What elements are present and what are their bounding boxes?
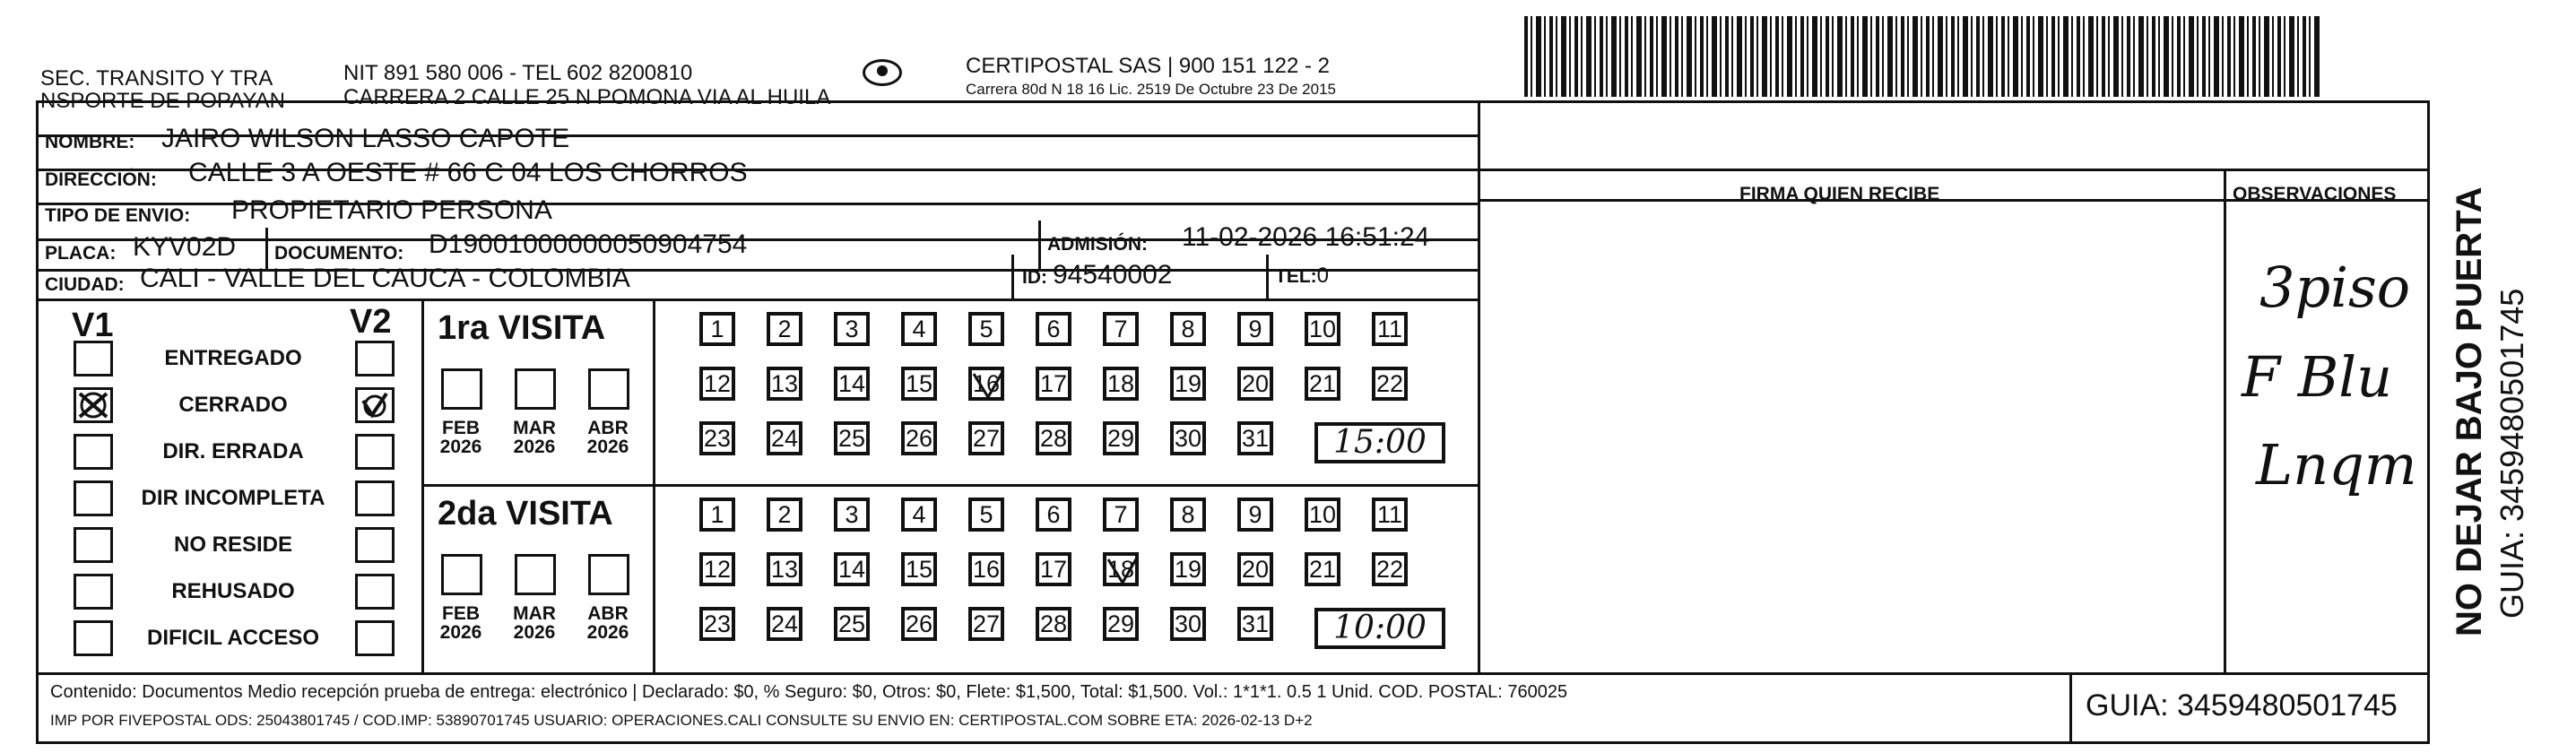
day-cell[interactable]: 16 xyxy=(968,552,1004,586)
nit-line: NIT 891 580 006 - TEL 602 8200810 xyxy=(343,61,693,85)
day-cell[interactable]: 7 xyxy=(1103,312,1139,346)
day-cell[interactable]: 21 xyxy=(1305,367,1340,401)
day-cell[interactable]: 5 xyxy=(968,498,1004,532)
day-cell[interactable]: 12 xyxy=(699,367,735,401)
placa-label: PLACA: xyxy=(45,243,117,264)
day-cell[interactable]: 13 xyxy=(767,367,802,401)
tipo-envio-value: PROPIETARIO PERSONA xyxy=(231,195,552,225)
footer-contenido: Contenido: Documentos Medio recepción prueba de entrega: electrónico | Declarado: $0, % Seguro: $0, Otros: $0, Flete: $1,500, Total: $1,500. Vol.: 1*1*1. 0.5 1 Unid. COD. POSTAL: 760025 xyxy=(50,682,1568,702)
day-cell[interactable]: 15 xyxy=(901,367,937,401)
day-cell[interactable]: 7 xyxy=(1103,498,1139,532)
status-label: ENTREGADO xyxy=(164,346,302,370)
day-cell[interactable]: 19 xyxy=(1170,552,1206,586)
address-line: CARRERA 2 CALLE 25 N POMONA VIA AL HUILA xyxy=(343,85,831,109)
visit-title: 2da VISITA xyxy=(438,495,613,532)
v1-checkbox[interactable] xyxy=(74,574,113,610)
day-cell[interactable]: 29 xyxy=(1103,421,1139,455)
day-cell[interactable]: 20 xyxy=(1237,367,1273,401)
day-cell[interactable]: 17 xyxy=(1036,367,1071,401)
day-cell[interactable]: 18 xyxy=(1103,552,1139,586)
day-cell[interactable]: 14 xyxy=(834,367,870,401)
day-cell[interactable]: 21 xyxy=(1305,552,1340,586)
v2-checkbox[interactable] xyxy=(355,527,395,563)
day-cell[interactable]: 22 xyxy=(1372,552,1408,586)
day-cell[interactable]: 23 xyxy=(699,607,735,641)
day-cell[interactable]: 25 xyxy=(834,607,870,641)
day-cell[interactable]: 18 xyxy=(1103,367,1139,401)
day-cell[interactable]: 3 xyxy=(834,498,870,532)
v2-checkbox[interactable] xyxy=(355,387,395,423)
day-cell[interactable]: 4 xyxy=(901,312,937,346)
month-label: MAR 2026 xyxy=(513,603,556,643)
ciudad-label: CIUDAD: xyxy=(45,274,125,295)
documento-value: D19001000000050904754 xyxy=(429,229,748,259)
day-cell[interactable]: 16 xyxy=(968,367,1004,401)
tel-field: TEL:0 xyxy=(1275,264,1330,288)
month-checkbox[interactable] xyxy=(441,368,482,410)
day-cell[interactable]: 14 xyxy=(834,552,870,586)
day-cell[interactable]: 30 xyxy=(1170,421,1206,455)
v2-label: V2 xyxy=(350,303,392,341)
v2-checkbox[interactable] xyxy=(355,620,395,656)
v1-checkbox[interactable] xyxy=(74,434,113,470)
handwritten-time-box: 15:00 xyxy=(1314,422,1445,463)
barcode xyxy=(1524,16,2320,97)
month-label: ABR 2026 xyxy=(586,418,629,457)
day-cell[interactable]: 11 xyxy=(1372,498,1408,532)
day-cell[interactable]: 6 xyxy=(1036,498,1071,532)
day-cell[interactable]: 15 xyxy=(901,552,937,586)
tipo-envio-label: TIPO DE ENVIO: xyxy=(45,205,191,226)
month-label: FEB 2026 xyxy=(439,603,482,643)
day-cell[interactable]: 20 xyxy=(1237,552,1273,586)
v2-checkbox[interactable] xyxy=(355,434,395,470)
day-cell[interactable]: 10 xyxy=(1305,312,1340,346)
day-cell[interactable]: 23 xyxy=(699,421,735,455)
month-label: MAR 2026 xyxy=(513,418,556,457)
mid-divider xyxy=(1478,100,1480,672)
day-cell[interactable]: 28 xyxy=(1036,607,1071,641)
v1-checkbox[interactable] xyxy=(74,387,113,423)
day-cell[interactable]: 25 xyxy=(834,421,870,455)
day-cell[interactable]: 8 xyxy=(1170,498,1206,532)
v1-checkbox[interactable] xyxy=(74,527,113,563)
id-field: ID: 94540002 xyxy=(1022,260,1173,290)
day-cell[interactable]: 1 xyxy=(699,312,735,346)
month-checkbox[interactable] xyxy=(441,554,482,595)
handwritten-time-box: 10:00 xyxy=(1314,608,1445,649)
day-cell[interactable]: 17 xyxy=(1036,552,1071,586)
day-cell[interactable]: 4 xyxy=(901,498,937,532)
handwritten-obs-1: 3piso xyxy=(2259,255,2411,320)
no-dejar-bajo-puerta: NO DEJAR BAJO PUERTA xyxy=(2450,186,2489,636)
day-cell[interactable]: 28 xyxy=(1036,421,1071,455)
month-checkbox[interactable] xyxy=(515,368,556,410)
day-cell[interactable]: 29 xyxy=(1103,607,1139,641)
day-cell[interactable]: 2 xyxy=(767,312,802,346)
nombre-label: NOMBRE: xyxy=(45,132,135,152)
status-label: DIFICIL ACCESO xyxy=(146,626,319,650)
footer-imp: IMP POR FIVEPOSTAL ODS: 25043801745 / COD.IMP: 53890701745 USUARIO: OPERACIONES.CALI CONSULTE SU ENVIO EN: CERTIPOSTAL.COM SOBRE ETA: 2026-02-13 D+2 xyxy=(50,712,1313,729)
day-cell[interactable]: 26 xyxy=(901,607,937,641)
direccion-value: CALLE 3 A OESTE # 66 C 04 LOS CHORROS xyxy=(188,158,748,187)
firma-label: FIRMA QUIEN RECIBE xyxy=(1739,184,1940,204)
month-label: ABR 2026 xyxy=(586,603,629,643)
visit-title: 1ra VISITA xyxy=(438,309,606,347)
day-cell[interactable]: 10 xyxy=(1305,498,1340,532)
status-label: DIR. ERRADA xyxy=(162,439,304,463)
day-cell[interactable]: 6 xyxy=(1036,312,1071,346)
day-cell[interactable]: 9 xyxy=(1237,312,1273,346)
month-label: FEB 2026 xyxy=(439,418,482,457)
day-cell[interactable]: 11 xyxy=(1372,312,1408,346)
v1-checkbox[interactable] xyxy=(74,620,113,656)
v2-checkbox[interactable] xyxy=(355,574,395,610)
sender-line2: NSPORTE DE POPAYAN xyxy=(40,89,285,113)
day-cell[interactable]: 3 xyxy=(834,312,870,346)
status-label: DIR INCOMPLETA xyxy=(141,486,325,510)
footer-guia-box: GUIA: 3459480501745 xyxy=(2086,688,2398,723)
admision-label: ADMISIÓN: xyxy=(1047,234,1148,255)
day-cell[interactable]: 27 xyxy=(968,607,1004,641)
day-cell[interactable]: 31 xyxy=(1237,607,1273,641)
company-address: Carrera 80d N 18 16 Lic. 2519 De Octubre 23 De 2015 xyxy=(966,81,1336,98)
day-cell[interactable]: 27 xyxy=(968,421,1004,455)
placa-value: KYV02D xyxy=(133,232,237,262)
day-cell[interactable]: 26 xyxy=(901,421,937,455)
day-cell[interactable]: 8 xyxy=(1170,312,1206,346)
documento-label: DOCUMENTO: xyxy=(274,243,404,264)
side-guia: GUIA: 3459480501745 xyxy=(2494,288,2530,619)
status-label: NO RESIDE xyxy=(173,532,293,557)
observaciones-label: OBSERVACIONES xyxy=(2233,184,2397,204)
day-cell[interactable]: 9 xyxy=(1237,498,1273,532)
month-checkbox[interactable] xyxy=(515,554,556,595)
day-cell[interactable]: 31 xyxy=(1237,421,1273,455)
direccion-label: DIRECCIÓN: xyxy=(45,169,157,190)
v2-checkbox[interactable] xyxy=(355,341,395,376)
v1-checkbox[interactable] xyxy=(74,341,113,376)
day-cell[interactable]: 12 xyxy=(699,552,735,586)
day-cell[interactable]: 22 xyxy=(1372,367,1408,401)
status-label: CERRADO xyxy=(178,393,288,417)
company-name: CERTIPOSTAL SAS | 900 151 122 - 2 xyxy=(966,54,1330,78)
month-checkbox[interactable] xyxy=(588,554,629,595)
day-cell[interactable]: 13 xyxy=(767,552,802,586)
month-checkbox[interactable] xyxy=(588,368,629,410)
day-cell[interactable]: 19 xyxy=(1170,367,1206,401)
v1-checkbox[interactable] xyxy=(74,480,113,516)
day-cell[interactable]: 24 xyxy=(767,421,802,455)
handwritten-obs-2: F Blu xyxy=(2242,344,2393,410)
day-cell[interactable]: 1 xyxy=(699,498,735,532)
nombre-value: JAIRO WILSON LASSO CAPOTE xyxy=(161,124,570,153)
v2-checkbox[interactable] xyxy=(355,480,395,516)
sender-line1: SEC. TRANSITO Y TRA xyxy=(40,66,273,91)
day-cell[interactable]: 5 xyxy=(968,312,1004,346)
day-cell[interactable]: 30 xyxy=(1170,607,1206,641)
ciudad-value: CALI - VALLE DEL CAUCA - COLOMBIA xyxy=(140,264,630,293)
handwritten-obs-3: Lnqm xyxy=(2256,432,2417,498)
day-cell[interactable]: 2 xyxy=(767,498,802,532)
admision-value: 11-02-2026 16:51:24 xyxy=(1182,222,1430,252)
day-cell[interactable]: 24 xyxy=(767,607,802,641)
status-label: REHUSADO xyxy=(171,579,295,603)
logo-mark-icon xyxy=(877,65,888,76)
v1-label: V1 xyxy=(72,307,114,344)
